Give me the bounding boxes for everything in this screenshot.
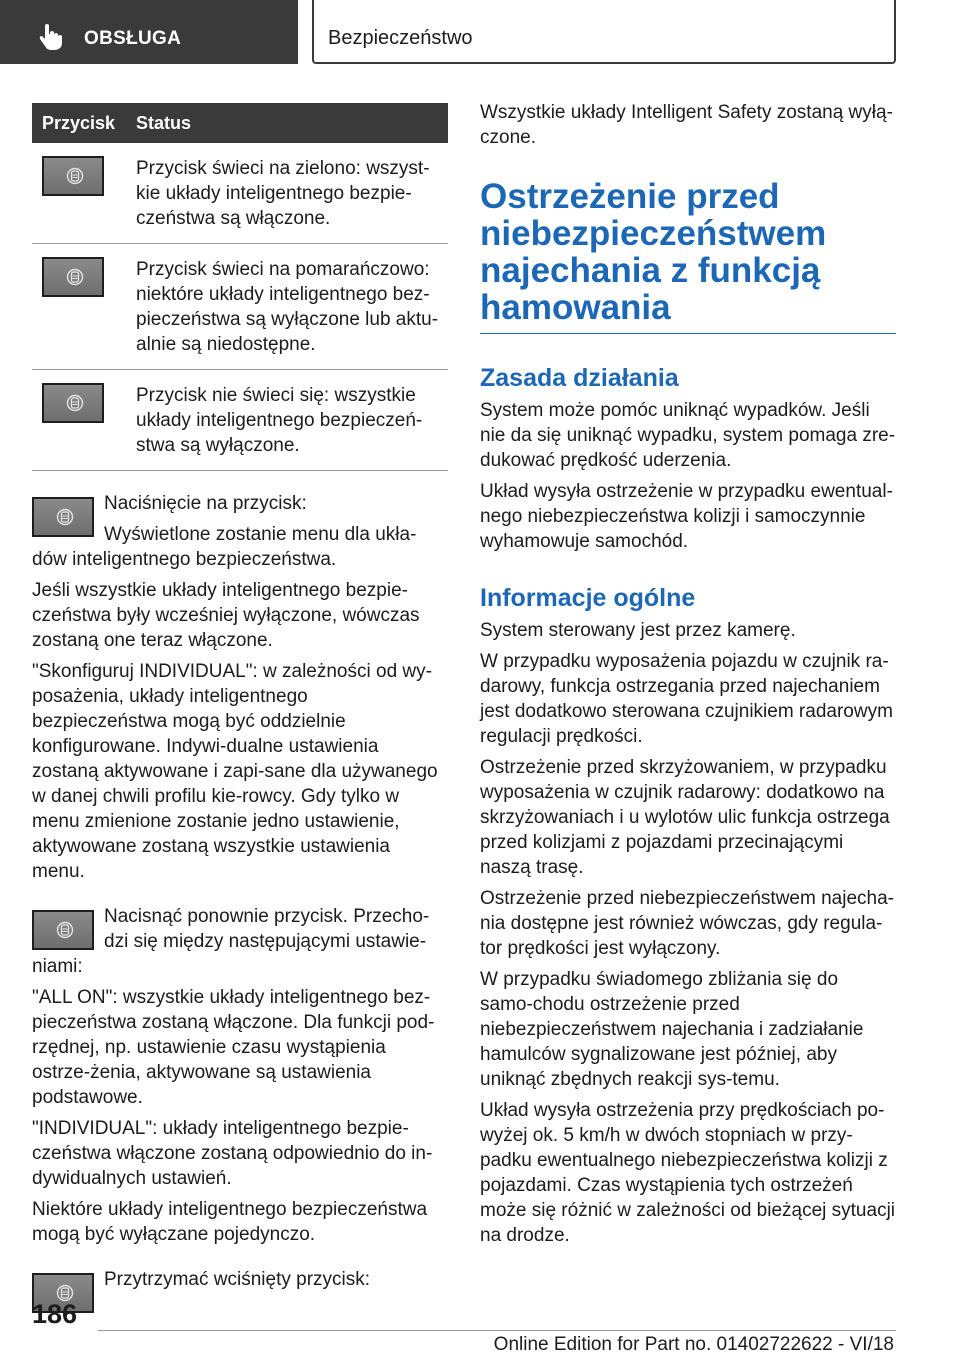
table-row <box>32 244 448 370</box>
table-cell-status: Przycisk nie świeci się: wszystkie układy inteligentnego bezpieczeń-stwa są wyłączone. <box>136 385 423 456</box>
paragraph: Niektóre układy inteligentnego bezpieczeństwa mogą być wyłączane pojedynczo. <box>32 1199 428 1245</box>
safety-button-icon <box>56 921 74 939</box>
header-section-title: OBSŁUGA <box>84 28 182 49</box>
table-row <box>32 370 448 471</box>
safety-button-image <box>32 910 94 950</box>
instruction-hold: Przytrzymać wciśnięty przycisk: <box>104 1269 371 1290</box>
status-table <box>32 103 448 471</box>
paragraph: Ostrzeżenie przed niebezpieczeństwem najecha-nia dostępne jest również wówczas, gdy regula-tor prędkości jest wyłączony. <box>480 888 894 959</box>
paragraph: Układ wysyła ostrzeżenia przy prędkościach po-wyżej ok. 5 km/h w dwóch stopniach w przy-padku ewentualnego niebezpieczeństwa kolizji z pojazdami. Czas wystąpienia tych ostrzeżeń może się różnić w zależności od bieżącej sytuacji na drodze. <box>480 1100 896 1246</box>
paragraph: Jeśli wszystkie układy inteligentnego bezpie-czeństwa były wcześniej wyłączone, wówczas zostaną one teraz włączone. <box>32 580 420 651</box>
footer-edition: Online Edition for Part no. 01402722622 - VI/18 <box>493 1334 894 1355</box>
paragraph: Wszystkie układy Intelligent Safety zostaną wyłą-czone. <box>480 102 893 148</box>
safety-button-icon <box>66 167 84 185</box>
paragraph: System może pomóc uniknąć wypadków. Jeśli nie da się uniknąć wypadku, system pomaga zre-dukować prędkość uderzenia. <box>480 400 896 471</box>
table-cell-status: Przycisk świeci na zielono: wszyst-kie układy inteligentnego bezpie-czeństwa są włączone. <box>136 158 430 229</box>
footer-divider <box>98 1330 896 1331</box>
instruction-press: Naciśnięcie na przycisk: <box>104 493 307 514</box>
header-chapter-title: Bezpieczeństwo <box>328 27 473 49</box>
hand-pointer-icon <box>36 22 64 50</box>
safety-button-image <box>42 156 104 196</box>
instruction-press-result: Wyświetlone zostanie menu dla ukła-dów inteligentnego bezpieczeństwa. <box>32 524 417 570</box>
paragraph: "Skonfiguruj INDIVIDUAL": w zależności od wy-posażenia, układy inteligentnego bezpieczeństwa mogą być oddzielnie konfigurowane. Indywi-dualne ustawienia zostaną aktywowane i zapi-sane dla używanego w danej chwili profilu kie-rowcy. Gdy tylko w menu zmienione zostanie jedno ustawienie, aktywowane zostaną wszystkie ustawienia menu. <box>32 661 438 882</box>
paragraph: Układ wysyła ostrzeżenie w przypadku ewentual-nego niebezpieczeństwa kolizji i samoczynnie wyhamowuje samochód. <box>480 481 893 552</box>
table-cell-icon <box>32 257 132 357</box>
instruction-press-again: Nacisnąć ponownie przycisk. Przecho-dzi się między następującymi ustawie-niami: <box>32 906 430 977</box>
safety-button-image <box>42 257 104 297</box>
safety-button-icon <box>56 508 74 526</box>
paragraph: W przypadku świadomego zbliżania się do samo-chodu ostrzeżenie przed niebezpieczeństwem najechania i zadziałanie hamulców sygnalizowane jest później, aby uniknąć zbędnych reakcji sys-temu. <box>480 969 864 1090</box>
paragraph: "INDIVIDUAL": układy inteligentnego bezpie-czeństwa włączone zostaną odpowiednio do in-dywidualnych ustawień. <box>32 1118 433 1189</box>
table-cell-icon <box>32 156 132 231</box>
subheading-general-info: Informacje ogólne <box>480 584 696 612</box>
safety-button-image <box>42 383 104 423</box>
table-header-button: Przycisk <box>42 112 116 133</box>
page-number: 186 <box>32 1299 78 1329</box>
paragraph: Ostrzeżenie przed skrzyżowaniem, w przypadku wyposażenia w czujnik radarowy: dodatkowo na skrzyżowaniach i u wylotów ulic funkcja ostrzega przed kolizjami z pojazdami przecinającymi naszą trasę. <box>480 757 890 878</box>
table-cell-icon <box>32 383 132 458</box>
paragraph: "ALL ON": wszystkie układy inteligentnego bez-pieczeństwa zostaną włączone. Dla funkcji pod-rzędnej, np. ustawienie czasu wystąpienia ostrze-żenia, aktywowane są ustawienia podstawowe. <box>32 987 435 1108</box>
safety-button-image <box>32 497 94 537</box>
section-heading: Ostrzeżenie przed niebezpieczeństwem najechania z funkcją hamowania <box>480 178 896 334</box>
header-chapter-box <box>312 0 896 64</box>
paragraph: W przypadku wyposażenia pojazdu w czujnik ra-darowy, funkcja ostrzegania przed najechaniem jest dodatkowo sterowana czujnikiem radarowym regulacji prędkości. <box>480 651 893 747</box>
table-header <box>32 103 448 143</box>
table-cell-status: Przycisk świeci na pomarańczowo: niektóre układy inteligentnego bez-pieczeństwa są wyłączone lub aktu-alnie są niedostępne. <box>136 259 439 355</box>
left-column <box>32 103 448 1317</box>
paragraph: System sterowany jest przez kamerę. <box>480 620 796 641</box>
right-column <box>480 100 896 1254</box>
safety-button-icon <box>66 268 84 286</box>
table-row <box>32 143 448 244</box>
table-header-status: Status <box>136 112 192 133</box>
subheading-principle: Zasada działania <box>480 364 679 392</box>
safety-button-icon <box>66 394 84 412</box>
header-section-tab <box>0 0 298 64</box>
